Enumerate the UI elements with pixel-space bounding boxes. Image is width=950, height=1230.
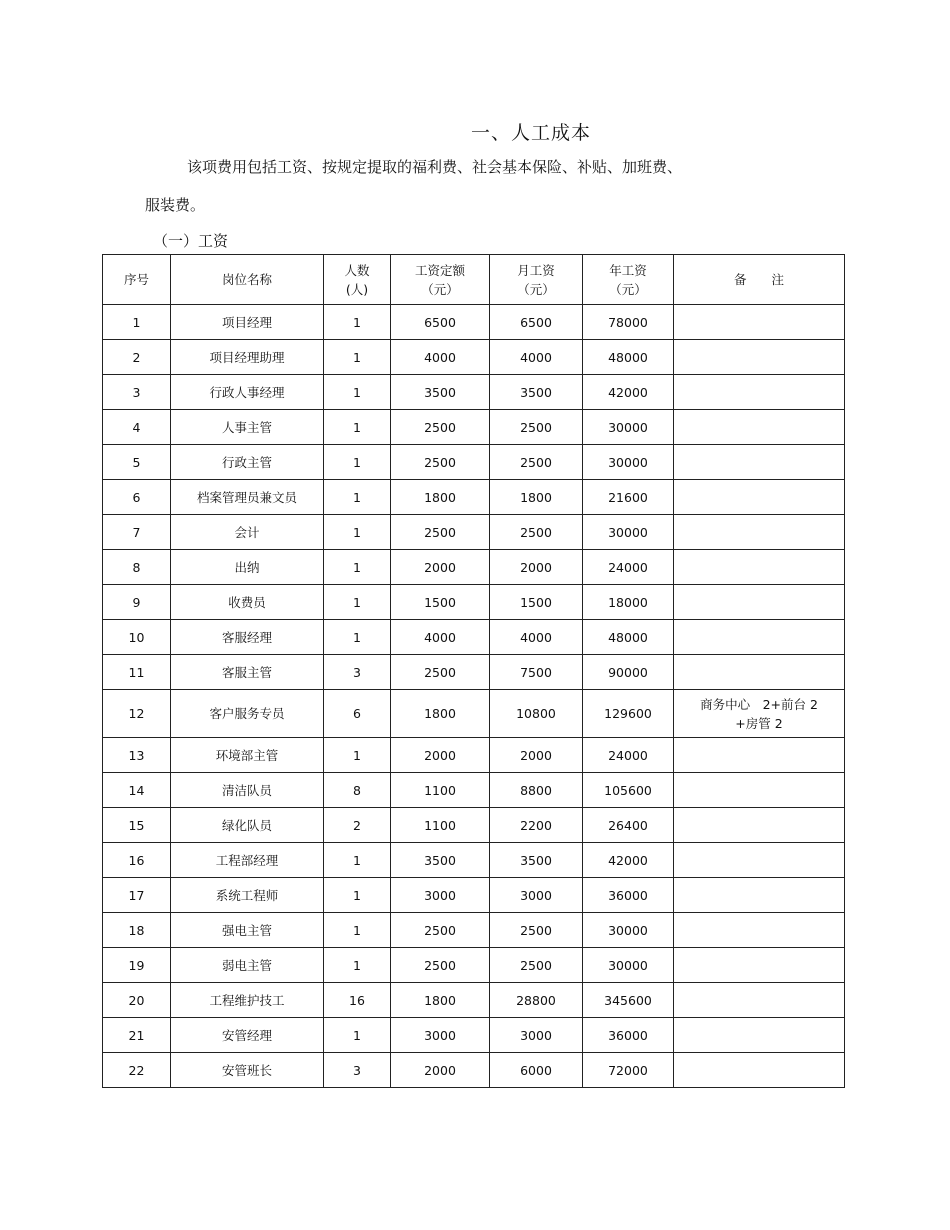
header-no-label: 序号 bbox=[123, 272, 149, 287]
cell-remark bbox=[674, 1018, 845, 1053]
cell-no: 1 bbox=[103, 305, 171, 340]
table-row bbox=[103, 1053, 845, 1088]
cell-remark bbox=[674, 983, 845, 1018]
cell-quota: 2000 bbox=[391, 1053, 490, 1088]
cell-remark bbox=[674, 655, 845, 690]
cell-quota: 2500 bbox=[391, 913, 490, 948]
cell-no: 14 bbox=[103, 773, 171, 808]
header-monthly-line-1: 月工资 bbox=[517, 262, 555, 278]
cell-position: 人事主管 bbox=[171, 410, 324, 445]
page-title: 一、人工成本 bbox=[470, 122, 591, 144]
header-count bbox=[324, 255, 391, 305]
cell-monthly: 1500 bbox=[490, 585, 583, 620]
cell-no: 11 bbox=[103, 655, 171, 690]
cell-quota: 3500 bbox=[391, 375, 490, 410]
cell-quota: 2500 bbox=[391, 655, 490, 690]
table-row bbox=[103, 480, 845, 515]
header-annual-line-2: （元） bbox=[609, 281, 647, 297]
cell-monthly: 7500 bbox=[490, 655, 583, 690]
cell-remark bbox=[674, 843, 845, 878]
header-quota-line-1: 工资定额 bbox=[414, 262, 465, 278]
table-row bbox=[103, 913, 845, 948]
header-annual bbox=[583, 255, 674, 305]
cell-count: 1 bbox=[324, 1018, 391, 1053]
cell-position: 客户服务专员 bbox=[171, 690, 324, 738]
cell-monthly: 3000 bbox=[490, 1018, 583, 1053]
cell-no: 21 bbox=[103, 1018, 171, 1053]
cell-remark bbox=[674, 480, 845, 515]
cell-quota: 1500 bbox=[391, 585, 490, 620]
table-row bbox=[103, 808, 845, 843]
cell-no: 20 bbox=[103, 983, 171, 1018]
cell-annual: 30000 bbox=[583, 410, 674, 445]
cell-annual: 105600 bbox=[583, 773, 674, 808]
cell-no: 17 bbox=[103, 878, 171, 913]
cell-no: 19 bbox=[103, 948, 171, 983]
cell-annual: 21600 bbox=[583, 480, 674, 515]
cell-count: 1 bbox=[324, 340, 391, 375]
cell-no: 7 bbox=[103, 515, 171, 550]
cell-monthly: 10800 bbox=[490, 690, 583, 738]
cell-quota: 4000 bbox=[391, 620, 490, 655]
cell-no: 9 bbox=[103, 585, 171, 620]
cell-no: 13 bbox=[103, 738, 171, 773]
cell-remark bbox=[674, 410, 845, 445]
cell-quota: 2000 bbox=[391, 738, 490, 773]
cell-monthly: 2500 bbox=[490, 410, 583, 445]
cell-count: 1 bbox=[324, 913, 391, 948]
cell-remark bbox=[674, 690, 845, 738]
cell-annual: 24000 bbox=[583, 550, 674, 585]
table-row bbox=[103, 410, 845, 445]
header-monthly-line-2: （元） bbox=[517, 281, 555, 297]
header-count-line-2: (人) bbox=[345, 281, 369, 297]
table-row bbox=[103, 515, 845, 550]
cell-remark bbox=[674, 738, 845, 773]
cell-quota: 2000 bbox=[391, 550, 490, 585]
table-row bbox=[103, 655, 845, 690]
cell-position: 档案管理员兼文员 bbox=[171, 480, 324, 515]
cell-remark bbox=[674, 515, 845, 550]
cell-annual: 90000 bbox=[583, 655, 674, 690]
cell-position: 客服经理 bbox=[171, 620, 324, 655]
table-row bbox=[103, 738, 845, 773]
cell-position: 清洁队员 bbox=[171, 773, 324, 808]
cell-position: 安管班长 bbox=[171, 1053, 324, 1088]
cell-remark bbox=[674, 878, 845, 913]
table-row bbox=[103, 983, 845, 1018]
cell-quota: 2500 bbox=[391, 948, 490, 983]
cell-monthly: 2500 bbox=[490, 515, 583, 550]
cell-remark bbox=[674, 340, 845, 375]
header-remark bbox=[674, 255, 845, 305]
table-header-row bbox=[103, 255, 845, 305]
cell-remark bbox=[674, 913, 845, 948]
cell-annual: 345600 bbox=[583, 983, 674, 1018]
cell-monthly: 4000 bbox=[490, 340, 583, 375]
cell-count: 1 bbox=[324, 480, 391, 515]
cell-annual: 72000 bbox=[583, 1053, 674, 1088]
table-row bbox=[103, 550, 845, 585]
cell-position: 弱电主管 bbox=[171, 948, 324, 983]
cell-monthly: 28800 bbox=[490, 983, 583, 1018]
header-position-label: 岗位名称 bbox=[221, 272, 272, 287]
cell-count: 3 bbox=[324, 655, 391, 690]
cell-annual: 24000 bbox=[583, 738, 674, 773]
table-row bbox=[103, 773, 845, 808]
cell-remark bbox=[674, 773, 845, 808]
cell-position: 项目经理助理 bbox=[171, 340, 324, 375]
cell-annual: 30000 bbox=[583, 445, 674, 480]
cell-no: 10 bbox=[103, 620, 171, 655]
cell-count: 1 bbox=[324, 843, 391, 878]
cell-annual: 42000 bbox=[583, 843, 674, 878]
table-row bbox=[103, 305, 845, 340]
cell-position: 工程部经理 bbox=[171, 843, 324, 878]
cell-remark bbox=[674, 445, 845, 480]
cell-remark bbox=[674, 948, 845, 983]
cell-annual: 78000 bbox=[583, 305, 674, 340]
cell-no: 18 bbox=[103, 913, 171, 948]
table-row bbox=[103, 843, 845, 878]
cell-annual: 30000 bbox=[583, 515, 674, 550]
cell-remark bbox=[674, 620, 845, 655]
cell-remark bbox=[674, 1053, 845, 1088]
cell-remark bbox=[674, 305, 845, 340]
cell-no: 22 bbox=[103, 1053, 171, 1088]
cell-quota: 4000 bbox=[391, 340, 490, 375]
cell-monthly: 3500 bbox=[490, 843, 583, 878]
cell-position: 工程维护技工 bbox=[171, 983, 324, 1018]
cell-no: 2 bbox=[103, 340, 171, 375]
header-remark-label: 备 注 bbox=[733, 272, 784, 287]
cell-position: 安管经理 bbox=[171, 1018, 324, 1053]
cell-monthly: 8800 bbox=[490, 773, 583, 808]
cell-annual: 48000 bbox=[583, 620, 674, 655]
cell-monthly: 3500 bbox=[490, 375, 583, 410]
cell-count: 1 bbox=[324, 585, 391, 620]
cell-quota: 3000 bbox=[391, 1018, 490, 1053]
cell-count: 8 bbox=[324, 773, 391, 808]
cell-remark bbox=[674, 585, 845, 620]
cell-count: 1 bbox=[324, 305, 391, 340]
table-row bbox=[103, 375, 845, 410]
remark-line-1: 商务中心 2+前台 2 bbox=[700, 696, 818, 712]
cell-quota: 1800 bbox=[391, 480, 490, 515]
header-annual-line-1: 年工资 bbox=[609, 262, 647, 278]
cell-annual: 36000 bbox=[583, 878, 674, 913]
cell-position: 绿化队员 bbox=[171, 808, 324, 843]
cell-annual: 129600 bbox=[583, 690, 674, 738]
cell-count: 16 bbox=[324, 983, 391, 1018]
table-row bbox=[103, 340, 845, 375]
cell-position: 会计 bbox=[171, 515, 324, 550]
cell-no: 6 bbox=[103, 480, 171, 515]
cell-no: 15 bbox=[103, 808, 171, 843]
cell-quota: 2500 bbox=[391, 445, 490, 480]
header-quota-line-2: （元） bbox=[421, 281, 459, 297]
cell-annual: 18000 bbox=[583, 585, 674, 620]
cell-quota: 1100 bbox=[391, 773, 490, 808]
cell-annual: 48000 bbox=[583, 340, 674, 375]
cell-monthly: 4000 bbox=[490, 620, 583, 655]
table-row bbox=[103, 948, 845, 983]
cell-position: 收费员 bbox=[171, 585, 324, 620]
cell-count: 1 bbox=[324, 515, 391, 550]
cell-remark bbox=[674, 550, 845, 585]
cell-quota: 1800 bbox=[391, 983, 490, 1018]
cell-quota: 2500 bbox=[391, 410, 490, 445]
cell-count: 1 bbox=[324, 738, 391, 773]
cell-position: 出纳 bbox=[171, 550, 324, 585]
cell-count: 1 bbox=[324, 878, 391, 913]
table-row bbox=[103, 445, 845, 480]
cell-count: 1 bbox=[324, 410, 391, 445]
cell-monthly: 2000 bbox=[490, 738, 583, 773]
cell-no: 5 bbox=[103, 445, 171, 480]
cell-monthly: 6000 bbox=[490, 1053, 583, 1088]
cell-annual: 26400 bbox=[583, 808, 674, 843]
header-quota bbox=[391, 255, 490, 305]
cell-no: 4 bbox=[103, 410, 171, 445]
cell-count: 1 bbox=[324, 550, 391, 585]
cell-count: 1 bbox=[324, 948, 391, 983]
table-row bbox=[103, 585, 845, 620]
cell-no: 3 bbox=[103, 375, 171, 410]
cell-position: 项目经理 bbox=[171, 305, 324, 340]
cell-position: 强电主管 bbox=[171, 913, 324, 948]
cell-annual: 42000 bbox=[583, 375, 674, 410]
header-monthly bbox=[490, 255, 583, 305]
cell-position: 客服主管 bbox=[171, 655, 324, 690]
cell-quota: 1800 bbox=[391, 690, 490, 738]
cell-count: 1 bbox=[324, 375, 391, 410]
cell-monthly: 2500 bbox=[490, 913, 583, 948]
cell-count: 1 bbox=[324, 445, 391, 480]
cell-quota: 3000 bbox=[391, 878, 490, 913]
cell-count: 6 bbox=[324, 690, 391, 738]
cell-no: 8 bbox=[103, 550, 171, 585]
table-row bbox=[103, 878, 845, 913]
header-position bbox=[171, 255, 324, 305]
table-body bbox=[103, 305, 845, 1088]
intro-paragraph-line-2: 服装费。 bbox=[145, 196, 206, 214]
header-count-line-1: 人数 bbox=[344, 262, 370, 278]
cell-monthly: 2500 bbox=[490, 948, 583, 983]
cell-annual: 30000 bbox=[583, 913, 674, 948]
table-row bbox=[103, 690, 845, 738]
cell-monthly: 2000 bbox=[490, 550, 583, 585]
section-title: （一）工资 bbox=[153, 232, 229, 250]
cell-position: 系统工程师 bbox=[171, 878, 324, 913]
table-row bbox=[103, 1018, 845, 1053]
cell-quota: 2500 bbox=[391, 515, 490, 550]
cell-no: 16 bbox=[103, 843, 171, 878]
header-no bbox=[103, 255, 171, 305]
cell-position: 行政主管 bbox=[171, 445, 324, 480]
cell-remark bbox=[674, 375, 845, 410]
cell-quota: 6500 bbox=[391, 305, 490, 340]
cell-monthly: 6500 bbox=[490, 305, 583, 340]
cell-monthly: 2200 bbox=[490, 808, 583, 843]
cell-count: 1 bbox=[324, 620, 391, 655]
cell-no: 12 bbox=[103, 690, 171, 738]
remark-line-2: +房管 2 bbox=[735, 715, 783, 731]
intro-paragraph-line-1: 该项费用包括工资、按规定提取的福利费、社会基本保险、补贴、加班费、 bbox=[187, 158, 683, 176]
cell-annual: 30000 bbox=[583, 948, 674, 983]
cell-count: 3 bbox=[324, 1053, 391, 1088]
salary-table bbox=[102, 254, 845, 1088]
cell-position: 行政人事经理 bbox=[171, 375, 324, 410]
cell-count: 2 bbox=[324, 808, 391, 843]
cell-monthly: 2500 bbox=[490, 445, 583, 480]
cell-quota: 1100 bbox=[391, 808, 490, 843]
cell-annual: 36000 bbox=[583, 1018, 674, 1053]
cell-position: 环境部主管 bbox=[171, 738, 324, 773]
cell-monthly: 1800 bbox=[490, 480, 583, 515]
table-row bbox=[103, 620, 845, 655]
cell-quota: 3500 bbox=[391, 843, 490, 878]
cell-remark bbox=[674, 808, 845, 843]
cell-monthly: 3000 bbox=[490, 878, 583, 913]
